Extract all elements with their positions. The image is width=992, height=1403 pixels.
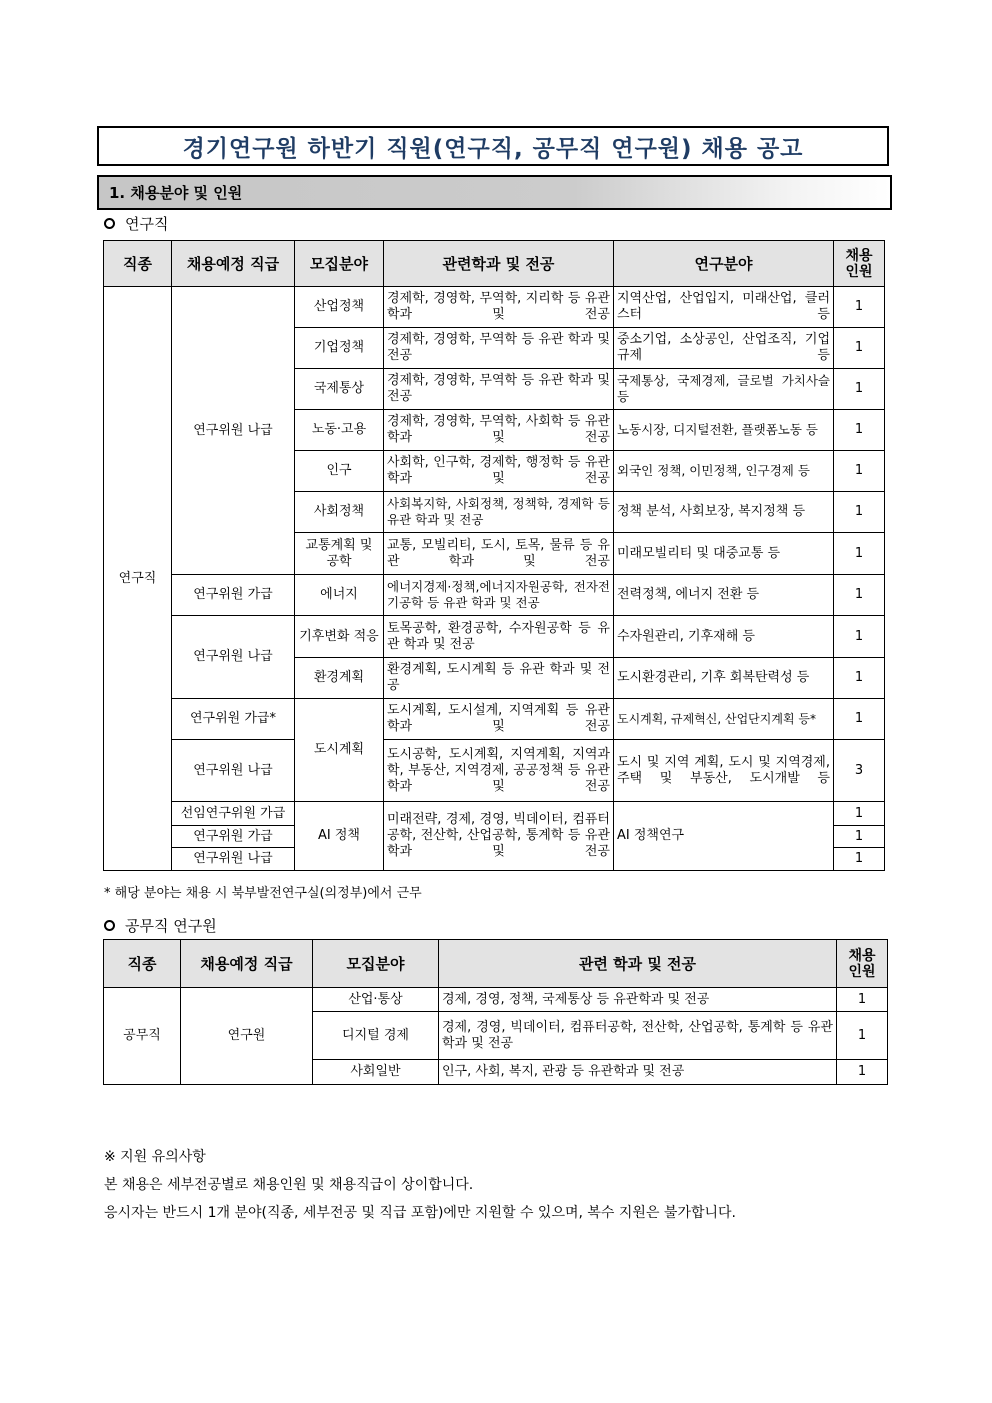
table-row — [104, 740, 885, 802]
field-cell: 사회일반 — [313, 1060, 439, 1085]
majors-cell: 경제학, 경영학, 무역학 등 유관 학과 및 전공 — [384, 369, 614, 410]
grade-cell: 연구위원 나급 — [172, 848, 295, 871]
grade-cell: 연구위원 나급 — [172, 616, 295, 699]
field-cell: 도시계획 — [295, 699, 384, 802]
grade-cell: 연구위원 가급* — [172, 699, 295, 740]
header-job-type: 직종 — [104, 940, 181, 988]
header-count: 채용 인원 — [837, 940, 888, 988]
area-cell: AI 정책연구 — [614, 802, 834, 871]
majors-cell: 에너지경제·정책,에너지자원공학, 전자전기공학 등 유관 학과 및 전공 — [384, 575, 614, 616]
majors-cell: 교통, 모빌리티, 도시, 토목, 물류 등 유관 학과 및 전공 — [384, 533, 614, 575]
majors-cell: 경제학, 경영학, 무역학 등 유관 학과 및 전공 — [384, 328, 614, 369]
header-area: 연구분야 — [614, 241, 834, 287]
notes-line: 본 채용은 세부전공별로 채용인원 및 채용직급이 상이합니다. — [104, 1177, 474, 1193]
majors-cell: 사회복지학, 사회정책, 정책학, 경제학 등 유관 학과 및 전공 — [384, 492, 614, 533]
majors-cell: 인구, 사회, 복지, 관광 등 유관학과 및 전공 — [439, 1060, 837, 1085]
circle-bullet-icon — [104, 920, 115, 931]
count-cell: 1 — [834, 492, 885, 533]
count-cell: 1 — [834, 699, 885, 740]
area-cell: 외국인 정책, 이민정책, 인구경제 등 — [614, 451, 834, 492]
job-type-cell: 연구직 — [104, 287, 172, 871]
majors-cell: 미래전략, 경제, 경영, 빅데이터, 컴퓨터공학, 전산학, 산업공학, 통계학 등 유관 학과 및 전공 — [384, 802, 614, 871]
research-subheading — [104, 213, 168, 234]
area-cell: 정책 분석, 사회보장, 복지정책 등 — [614, 492, 834, 533]
field-cell: 사회정책 — [295, 492, 384, 533]
header-job-type: 직종 — [104, 241, 172, 287]
header-field: 모집분야 — [295, 241, 384, 287]
field-cell: 인구 — [295, 451, 384, 492]
field-cell: 산업정책 — [295, 287, 384, 328]
circle-bullet-icon — [104, 218, 115, 229]
table-header-row — [104, 241, 885, 287]
count-cell: 1 — [837, 1012, 888, 1060]
civil-heading-label: 공무직 연구원 — [125, 917, 217, 935]
count-cell: 1 — [834, 826, 885, 848]
count-cell: 1 — [834, 616, 885, 658]
table-row — [104, 699, 885, 740]
field-cell: 환경계획 — [295, 658, 384, 699]
header-count: 채용 인원 — [834, 241, 885, 287]
field-cell: 노동·고용 — [295, 410, 384, 451]
research-heading-label: 연구직 — [125, 215, 169, 233]
page-title: 경기연구원 하반기 직원(연구직, 공무직 연구원) 채용 공고 — [182, 135, 804, 162]
majors-cell: 경제, 경영, 빅데이터, 컴퓨터공학, 전산학, 산업공학, 통계학 등 유관학과 및 전공 — [439, 1012, 837, 1060]
count-cell: 1 — [834, 451, 885, 492]
area-cell: 중소기업, 소상공인, 산업조직, 기업규제 등 — [614, 328, 834, 369]
notes-line: 응시자는 반드시 1개 분야(직종, 세부전공 및 직급 포함)에만 지원할 수 있으며, 복수 지원은 불가합니다. — [104, 1205, 736, 1221]
field-cell: 국제통상 — [295, 369, 384, 410]
footnote: * 해당 분야는 채용 시 북부발전연구실(의정부)에서 근무 — [104, 886, 422, 901]
field-cell: 에너지 — [295, 575, 384, 616]
area-cell: 전력정책, 에너지 전환 등 — [614, 575, 834, 616]
research-table — [103, 240, 885, 871]
count-cell: 1 — [834, 658, 885, 699]
header-field: 모집분야 — [313, 940, 439, 988]
table-header-row — [104, 940, 888, 988]
notes-title: ※ 지원 유의사항 — [104, 1149, 206, 1165]
area-cell: 미래모빌리티 및 대중교통 등 — [614, 533, 834, 575]
grade-cell: 선임연구위원 가급 — [172, 802, 295, 826]
field-cell: 교통계획 및 공학 — [295, 533, 384, 575]
table-row — [104, 616, 885, 658]
field-cell: 산업·통상 — [313, 988, 439, 1012]
area-cell: 도시계획, 규제혁신, 산업단지계획 등* — [614, 699, 834, 740]
area-cell: 국제통상, 국제경제, 글로벌 가치사슬 등 — [614, 369, 834, 410]
majors-cell: 환경계획, 도시계획 등 유관 학과 및 전공 — [384, 658, 614, 699]
area-cell: 노동시장, 디지털전환, 플랫폼노동 등 — [614, 410, 834, 451]
job-type-cell: 공무직 — [104, 988, 181, 1085]
count-cell: 1 — [834, 533, 885, 575]
section-header — [97, 175, 892, 210]
majors-cell: 도시공학, 도시계획, 지역계획, 지역과학, 부동산, 지역경제, 공공정책 등 유관 학과 및 전공 — [384, 740, 614, 802]
field-cell: 기후변화 적응 — [295, 616, 384, 658]
majors-cell: 경제학, 경영학, 무역학, 사회학 등 유관 학과 및 전공 — [384, 410, 614, 451]
header-majors: 관련 학과 및 전공 — [439, 940, 837, 988]
area-cell: 지역산업, 산업입지, 미래산업, 클러스터 등 — [614, 287, 834, 328]
count-cell: 1 — [834, 287, 885, 328]
grade-cell: 연구위원 가급 — [172, 826, 295, 848]
count-cell: 1 — [834, 575, 885, 616]
table-row — [104, 988, 888, 1012]
count-cell: 1 — [834, 410, 885, 451]
header-grade: 채용예정 직급 — [172, 241, 295, 287]
grade-cell: 연구위원 나급 — [172, 287, 295, 575]
count-cell: 1 — [837, 1060, 888, 1085]
section-title: 1. 채용분야 및 인원 — [109, 184, 243, 202]
field-cell: 기업정책 — [295, 328, 384, 369]
count-cell: 1 — [834, 802, 885, 826]
majors-cell: 경제학, 경영학, 무역학, 지리학 등 유관 학과 및 전공 — [384, 287, 614, 328]
grade-cell: 연구위원 가급 — [172, 575, 295, 616]
area-cell: 도시 및 지역 계획, 도시 및 지역경제, 주택 및 부동산, 도시개발 등 — [614, 740, 834, 802]
count-cell: 3 — [834, 740, 885, 802]
table-row — [104, 802, 885, 826]
civil-subheading — [104, 915, 217, 936]
grade-cell: 연구위원 나급 — [172, 740, 295, 802]
table-row — [104, 575, 885, 616]
field-cell: AI 정책 — [295, 802, 384, 871]
count-cell: 1 — [837, 988, 888, 1012]
grade-cell: 연구원 — [181, 988, 313, 1085]
majors-cell: 토목공학, 환경공학, 수자원공학 등 유관 학과 및 전공 — [384, 616, 614, 658]
table-row — [104, 287, 885, 328]
header-grade: 채용예정 직급 — [181, 940, 313, 988]
majors-cell: 도시계획, 도시설계, 지역계획 등 유관 학과 및 전공 — [384, 699, 614, 740]
majors-cell: 경제, 경영, 정책, 국제통상 등 유관학과 및 전공 — [439, 988, 837, 1012]
count-cell: 1 — [834, 848, 885, 871]
application-notes — [104, 1143, 736, 1227]
area-cell: 도시환경관리, 기후 회복탄력성 등 — [614, 658, 834, 699]
header-majors: 관련학과 및 전공 — [384, 241, 614, 287]
count-cell: 1 — [834, 369, 885, 410]
field-cell: 디지털 경제 — [313, 1012, 439, 1060]
title-box — [97, 126, 889, 166]
area-cell: 수자원관리, 기후재해 등 — [614, 616, 834, 658]
civil-table — [103, 939, 888, 1085]
majors-cell: 사회학, 인구학, 경제학, 행정학 등 유관 학과 및 전공 — [384, 451, 614, 492]
count-cell: 1 — [834, 328, 885, 369]
